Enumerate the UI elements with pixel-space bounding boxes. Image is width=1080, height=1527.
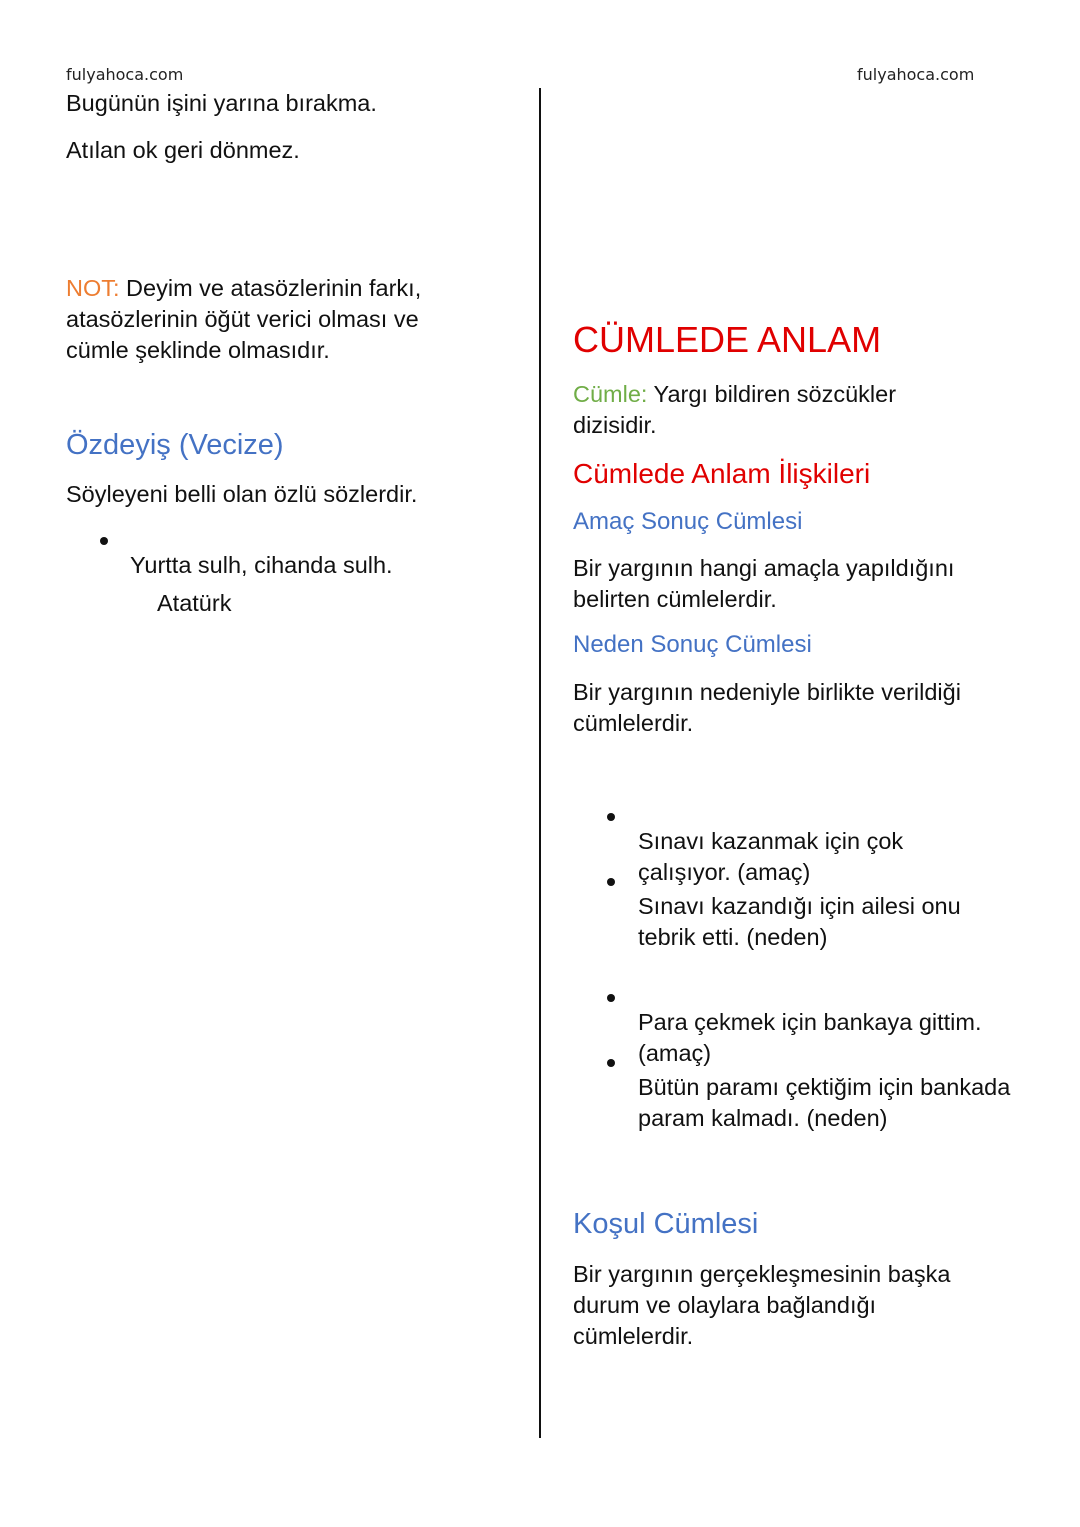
- ozdeyis-definition: Söyleyeni belli olan özlü sözlerdir.: [66, 481, 418, 507]
- example-amac-2: Para çekmek için bankaya gittim. (amaç): [638, 1008, 982, 1066]
- neden-definition: Bir yargının nedeniyle birlikte verildiği cümlelerdir.: [573, 679, 961, 736]
- note-paragraph: [66, 273, 486, 366]
- proverb-2: Atılan ok geri dönmez.: [66, 137, 300, 163]
- section-title: CÜMLEDE ANLAM: [573, 319, 882, 360]
- amac-definition: Bir yargının hangi amaçla yapıldığını belirten cümlelerdir.: [573, 555, 955, 612]
- amac-heading: Amaç Sonuç Cümlesi: [573, 508, 803, 535]
- neden-heading: Neden Sonuç Cümlesi: [573, 631, 812, 658]
- relations-heading: Cümlede Anlam İlişkileri: [573, 458, 871, 489]
- note-label: NOT:: [66, 275, 120, 301]
- proverb-1: Bugünün işini yarına bırakma.: [66, 90, 377, 116]
- cumle-label: Cümle:: [573, 381, 648, 407]
- cumle-text: Yargı bildiren sözcükler dizisidir.: [573, 381, 897, 438]
- bullet-icon: [607, 1059, 615, 1067]
- kosul-heading: Koşul Cümlesi: [573, 1208, 759, 1240]
- kosul-definition: Bir yargının gerçekleşmesinin başka durum ve olaylara bağlandığı cümlelerdir.: [573, 1261, 951, 1349]
- header-site-right: fulyahoca.com: [857, 65, 975, 84]
- header-site-left: fulyahoca.com: [66, 65, 184, 84]
- ozdeyis-example: Yurtta sulh, cihanda sulh.: [130, 551, 393, 578]
- example-neden-1: Sınavı kazandığı için ailesi onu tebrik etti. (neden): [638, 892, 961, 950]
- example-neden-2: Bütün paramı çektiğim için bankada param kalmadı. (neden): [638, 1073, 1011, 1131]
- column-divider: [539, 88, 541, 1438]
- cumle-definition: [573, 379, 973, 441]
- bullet-icon: [100, 537, 108, 545]
- example-amac-1: Sınavı kazanmak için çok çalışıyor. (amaç): [638, 827, 904, 885]
- note-text: Deyim ve atasözlerinin farkı, atasözlerinin öğüt verici olması ve cümle şeklinde olmasıdır.: [66, 275, 422, 363]
- bullet-icon: [607, 878, 615, 886]
- ozdeyis-heading: Özdeyiş (Vecize): [66, 429, 284, 461]
- bullet-icon: [607, 813, 615, 821]
- bullet-icon: [607, 994, 615, 1002]
- ozdeyis-author: Atatürk: [157, 589, 232, 616]
